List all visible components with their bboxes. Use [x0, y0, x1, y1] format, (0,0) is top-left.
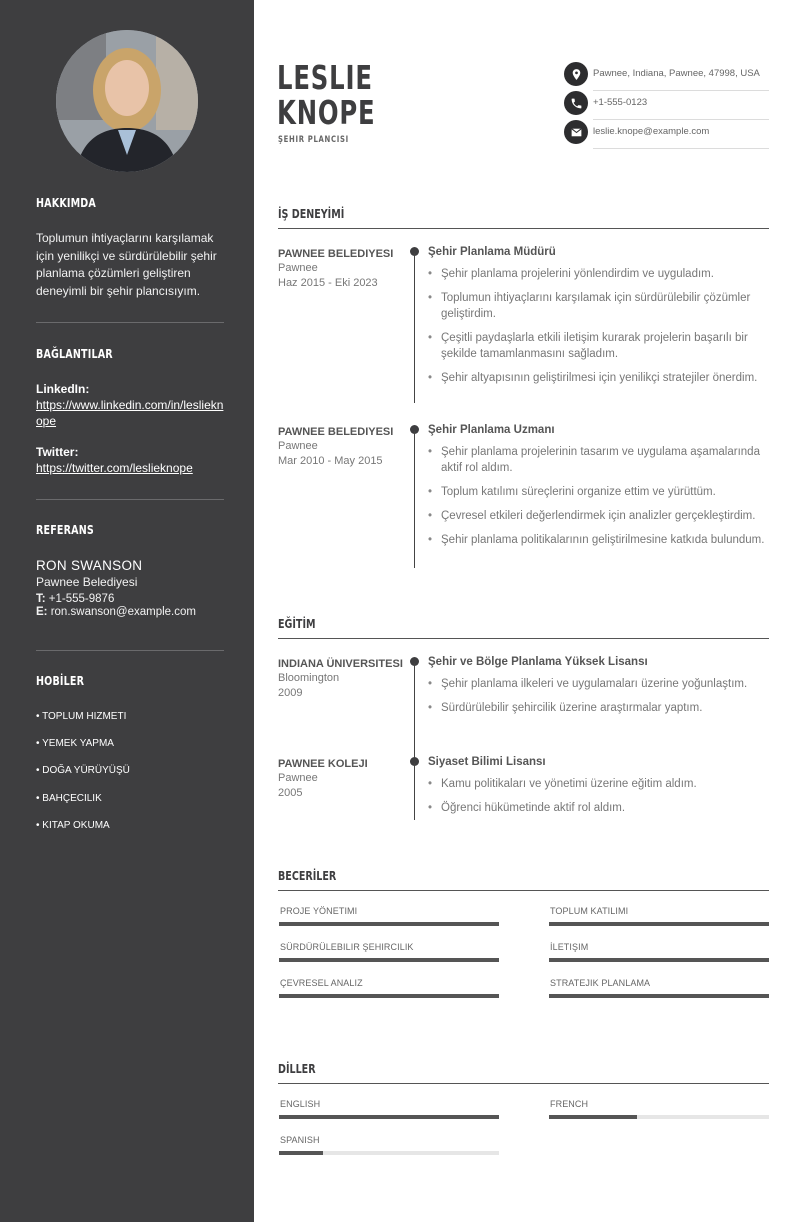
reference-email [36, 606, 224, 618]
entry-organization: PAWNEE KOLEJI [278, 758, 368, 770]
email-text[interactable]: leslie.knope@example.com [593, 126, 710, 137]
entry-title: Şehir Planlama Uzmanı [428, 424, 555, 436]
reference-phone-label: T: [36, 593, 46, 605]
skill-track [279, 958, 499, 962]
entry-location: Pawnee [278, 440, 318, 452]
twitter-link[interactable]: https://twitter.com/leslieknope [36, 461, 193, 475]
about-heading: HAKKIMDA [36, 195, 96, 210]
sidebar-divider [36, 499, 224, 500]
languages-heading [278, 1060, 769, 1084]
entry-dates: Mar 2010 - May 2015 [278, 455, 383, 467]
sidebar-divider [36, 650, 224, 651]
contact-address [564, 62, 769, 91]
hobbies-section [36, 673, 224, 846]
skill-bar [549, 978, 769, 1004]
reference-phone [36, 593, 224, 605]
skill-track [549, 994, 769, 998]
entry-title: Şehir Planlama Müdürü [428, 246, 556, 258]
hobby-item: • BAHÇECILIK [36, 792, 102, 804]
entry-location: Pawnee [278, 772, 318, 784]
about-text: Toplumun ihtiyaçlarını karşılamak için yenilikçi ve sürdürülebilir şehir planlama çözümleri geliştiren deneyimli bir şehir plancısıyım. [36, 231, 217, 298]
entry-organization: INDIANA ÜNIVERSITESI [278, 658, 403, 670]
language-fill [549, 1115, 637, 1119]
hobby-item: • YEMEK YAPMA [36, 738, 114, 750]
skill-fill [549, 958, 769, 962]
entry-location: Bloomington [278, 672, 340, 684]
entry-bullet: • Çevresel etkileri değerlendirmek için analizler gerçekleştirdim. [428, 508, 768, 524]
reference-phone-value: +1-555-9876 [48, 593, 115, 605]
skill-bar [549, 942, 769, 968]
entry-organization: PAWNEE BELEDIYESI [278, 248, 394, 260]
skills-heading-text: BECERİLER [278, 868, 337, 883]
hobbies-heading: HOBİLER [36, 673, 85, 688]
language-label: ENGLISH [280, 1099, 321, 1109]
entry-bullet: • Toplumun ihtiyaçlarını karşılamak için sürdürülebilir çözümler geliştirdim. [428, 290, 768, 322]
linkedin-label: LinkedIn: [36, 382, 90, 396]
language-label: SPANISH [280, 1135, 320, 1145]
entry-bullet: • Kamu politikaları ve yönetimi üzerine eğitim aldım. [428, 776, 768, 792]
skill-label: SÜRDÜRÜLEBILIR ŞEHIRCILIK [280, 942, 414, 952]
skill-fill [549, 922, 769, 926]
reference-org: Pawnee Belediyesi [36, 575, 138, 589]
reference-name: RON SWANSON [36, 558, 143, 573]
skill-label: TOPLUM KATILIMI [550, 906, 629, 916]
address-text: Pawnee, Indiana, Pawnee, 47998, USA [593, 68, 760, 79]
skill-track [279, 994, 499, 998]
languages-heading-text: DİLLER [278, 1061, 316, 1076]
reference-heading: REFERANS [36, 522, 94, 537]
reference-email-label: E: [36, 606, 48, 618]
skill-label: STRATEJIK PLANLAMA [550, 978, 651, 988]
first-name: LESLIE [277, 58, 373, 97]
last-name: KNOPE [277, 93, 376, 132]
language-bar [549, 1099, 769, 1125]
links-section [36, 346, 224, 476]
job-title: ŞEHIR PLANCISI [278, 135, 349, 145]
skill-bar [279, 942, 499, 968]
contact-divider [593, 148, 769, 149]
timeline-line [414, 663, 415, 763]
skill-bar [549, 906, 769, 932]
sidebar-divider [36, 322, 224, 323]
entry-organization: PAWNEE BELEDIYESI [278, 426, 394, 438]
language-track [549, 1115, 769, 1119]
skills-heading [278, 867, 769, 891]
entry-dates: 2009 [278, 687, 303, 699]
entry-bullet: • Şehir planlama politikalarının geliştirilmesine katkıda bulundum. [428, 532, 768, 548]
timeline-line [414, 253, 415, 403]
language-track [279, 1115, 499, 1119]
skill-label: PROJE YÖNETIMI [280, 906, 358, 916]
entry-location: Pawnee [278, 262, 318, 274]
hobby-item: • KITAP OKUMA [36, 819, 110, 831]
reference-email-value: ron.swanson@example.com [50, 606, 196, 618]
entry-dates: 2005 [278, 787, 303, 799]
skill-label: ÇEVRESEL ANALIZ [280, 978, 363, 988]
skill-fill [549, 994, 769, 998]
language-fill [279, 1115, 499, 1119]
skill-bar [279, 906, 499, 932]
phone-icon [564, 91, 588, 115]
education-heading-text: EĞİTİM [278, 616, 316, 631]
person-name [277, 60, 376, 130]
reference-section [36, 522, 224, 618]
language-bar [279, 1135, 499, 1161]
entry-bullet: • Öğrenci hükümetinde aktif rol aldım. [428, 800, 768, 816]
entry-bullet: • Sürdürülebilir şehircilik üzerine araştırmalar yaptım. [428, 700, 768, 716]
skill-track [549, 958, 769, 962]
education-heading [278, 615, 769, 639]
language-label: FRENCH [550, 1099, 589, 1109]
entry-title: Siyaset Bilimi Lisansı [428, 756, 546, 768]
skill-bar [279, 978, 499, 1004]
entry-title: Şehir ve Bölge Planlama Yüksek Lisansı [428, 656, 648, 668]
timeline-line [414, 763, 415, 820]
skill-fill [279, 994, 499, 998]
entry-bullet: • Şehir planlama ilkeleri ve uygulamaları üzerine yoğunlaştım. [428, 676, 768, 692]
entry-bullet: • Toplum katılımı süreçlerini organize ettim ve yürüttüm. [428, 484, 768, 500]
location-pin-icon [564, 62, 588, 86]
envelope-icon [564, 120, 588, 144]
timeline-line [414, 431, 415, 568]
experience-heading-text: İŞ DENEYİMİ [278, 206, 345, 221]
avatar [56, 30, 198, 172]
entry-bullet: • Şehir planlama projelerinin tasarım ve uygulama aşamalarında aktif rol aldım. [428, 444, 768, 476]
entry-dates: Haz 2015 - Eki 2023 [278, 277, 378, 289]
skill-track [279, 922, 499, 926]
about-section [36, 195, 224, 300]
phone-text: +1-555-0123 [593, 97, 648, 108]
language-track [279, 1151, 499, 1155]
linkedin-link[interactable]: https://www.linkedin.com/in/leslieknope [36, 398, 224, 428]
language-fill [279, 1151, 323, 1155]
entry-bullet: • Çeşitli paydaşlarla etkili iletişim kurarak projelerin başarılı bir şekilde tamamlanmasını sağladım. [428, 330, 768, 362]
entry-bullet: • Şehir planlama projelerini yönlendirdim ve uyguladım. [428, 266, 768, 282]
hobby-item: • DOĞA YÜRÜYÜŞÜ [36, 765, 130, 777]
profile-photo [56, 30, 198, 172]
hobby-item: • TOPLUM HIZMETI [36, 711, 127, 722]
twitter-label: Twitter: [36, 445, 79, 459]
contact-phone [564, 91, 769, 120]
skill-fill [279, 958, 499, 962]
skill-label: İLETIŞIM [550, 942, 589, 952]
entry-bullet: • Şehir altyapısının geliştirilmesi için yenilikçi stratejiler önerdim. [428, 370, 768, 386]
links-heading: BAĞLANTILAR [36, 346, 113, 361]
language-bar [279, 1099, 499, 1125]
contact-email [564, 120, 769, 149]
skill-track [549, 922, 769, 926]
skill-fill [279, 922, 499, 926]
experience-heading [278, 205, 769, 229]
